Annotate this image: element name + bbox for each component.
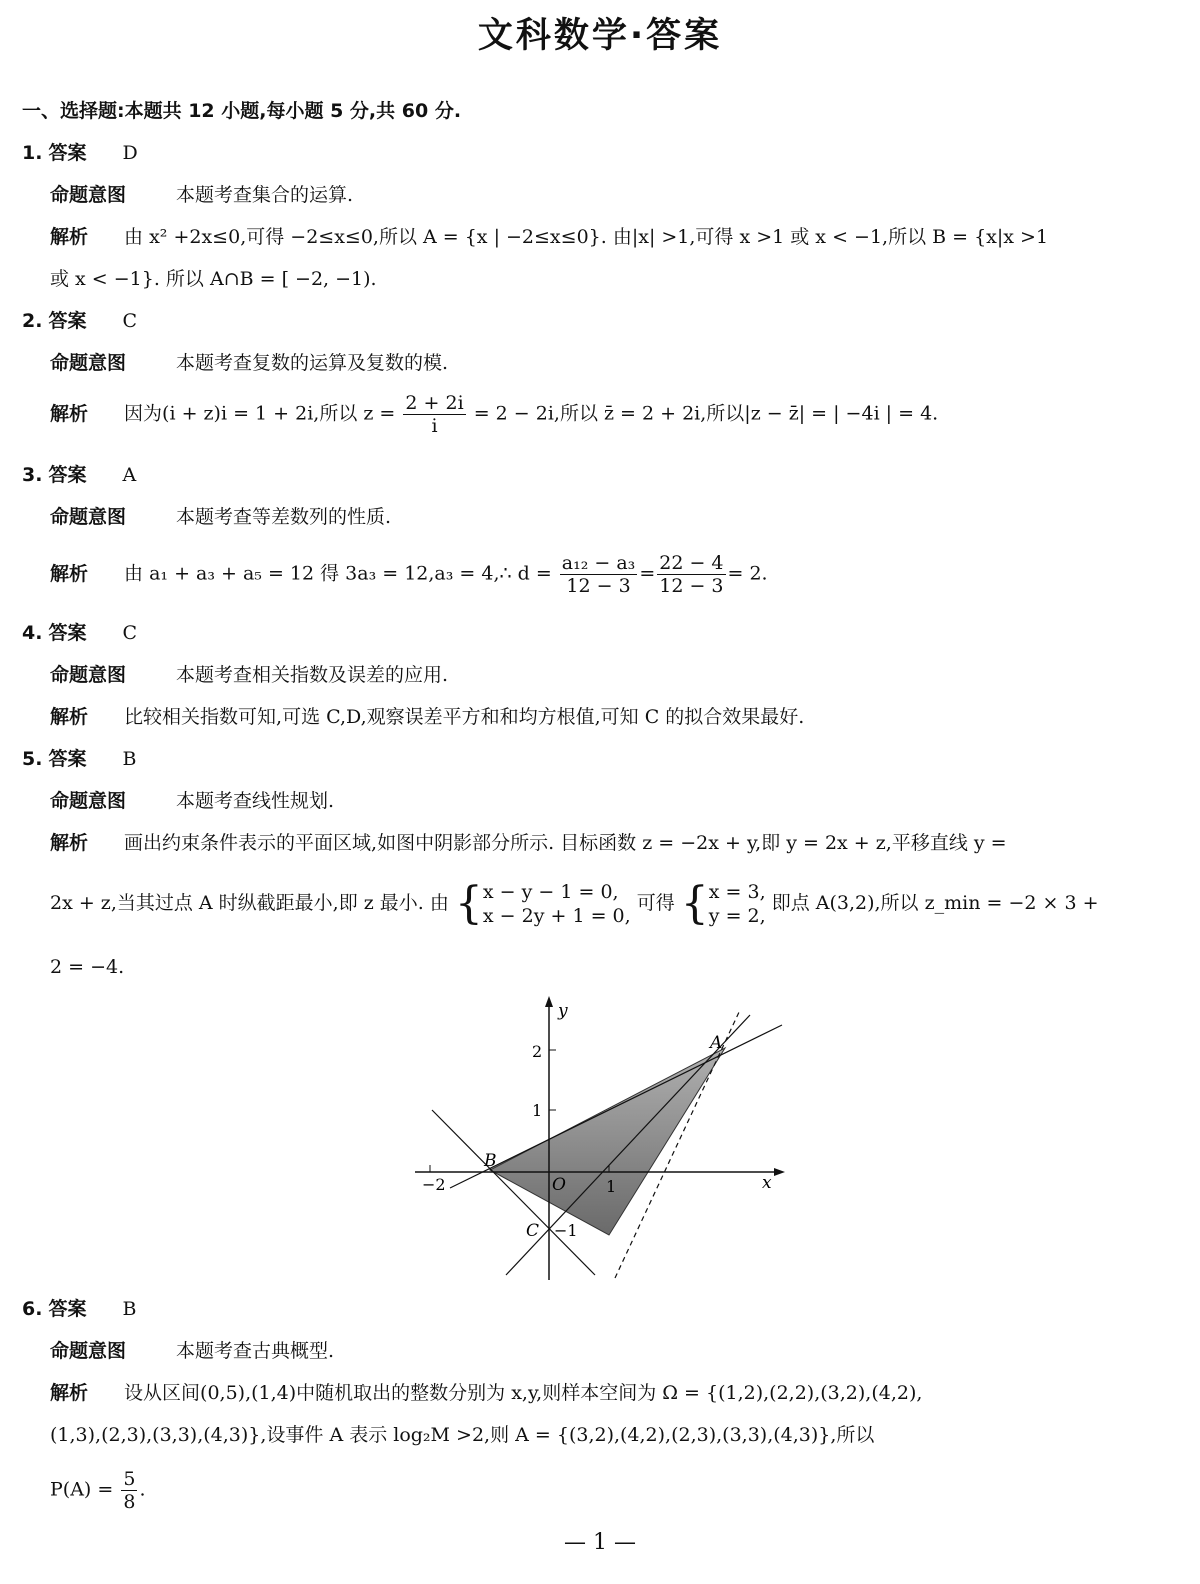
fraction [403, 392, 465, 437]
answer-label: 答案 [48, 622, 87, 644]
answer-value: C [122, 622, 138, 644]
brace: { [680, 878, 709, 929]
equation: x = 3, [708, 881, 766, 903]
analysis-label: 解析 [50, 562, 89, 585]
question-3-analysis: 解析 由 a₁ + a₃ + a₅ = 12 得 3a₃ = 12,a₃ = 4,∴ d = $\frac{\text{a₁₂ − a₃}}{12 - 3}$ = $\frac{22 - 4}{12 - 3}$ = 2. [50, 552, 768, 597]
question-2-intent [50, 350, 448, 376]
question-number: 1. [22, 142, 43, 164]
analysis-text: 由 a₁ + a₃ + a₅ = 12 得 3a₃ = 12,a₃ = 4,∴ d = [124, 562, 552, 585]
intent-text: 本题考查古典概型. [176, 1340, 335, 1362]
fraction [657, 552, 725, 597]
answer-value: A [122, 464, 137, 486]
question-5-intent [50, 788, 334, 814]
point-label-c: C [526, 1221, 540, 1241]
question-6-answer-row [22, 1296, 137, 1322]
y-axis-arrow [545, 996, 553, 1007]
tick-label: −1 [554, 1221, 578, 1240]
analysis-label: 解析 [50, 706, 89, 728]
analysis-text-continued: (1,3),(2,3),(3,3),(4,3)},设事件 A 表示 log₂M >2,则 A = {(3,2),(4,2),(2,3),(3,3),(4,3)},所以 [50, 1424, 875, 1446]
answer-value: D [122, 142, 138, 164]
brace: { [454, 878, 483, 929]
intent-label: 命题意图 [50, 790, 127, 812]
answer-label: 答案 [48, 310, 87, 332]
analysis-text: 设从区间(0,5),(1,4)中随机取出的整数分别为 x,y,则样本空间为 Ω = {(1,2),(2,2),(3,2),(4,2), [124, 1382, 923, 1404]
question-1-analysis [50, 224, 1048, 250]
intent-text: 本题考查复数的运算及复数的模. [176, 352, 449, 374]
linear-programming-figure [410, 990, 800, 1290]
answer-label: 答案 [48, 748, 87, 770]
analysis-text: 画出约束条件表示的平面区域,如图中阴影部分所示. 目标函数 z = −2x + y,即 y = 2x + z,平移直线 y = [124, 832, 1007, 854]
question-6-intent [50, 1338, 334, 1364]
page-title: 文科数学·答案 [477, 16, 723, 56]
origin-label: O [552, 1175, 566, 1195]
page-number: — 1 — [564, 1530, 636, 1555]
analysis-text: 因为(i + z)i = 1 + 2i,所以 z = [124, 402, 396, 425]
point-label-b: B [484, 1151, 497, 1171]
fraction-numerator: 22 − 4 [659, 552, 724, 574]
question-2-analysis [50, 392, 938, 437]
intent-label: 命题意图 [50, 664, 127, 686]
analysis-text: 2x + z,当其过点 A 时纵截距最小,即 z 最小. 由 [50, 892, 449, 914]
equation: x − y − 1 = 0, [482, 881, 619, 903]
intent-text: 本题考查相关指数及误差的应用. [176, 664, 449, 686]
equation-system [483, 880, 631, 928]
question-3-answer-row [22, 462, 136, 488]
fraction-denominator: 12 − 3 [659, 575, 724, 597]
analysis-text: . [139, 1478, 146, 1501]
intent-text: 本题考查等差数列的性质. [176, 506, 392, 528]
intent-label: 命题意图 [50, 184, 127, 206]
fraction-numerator: 5 [123, 1468, 136, 1490]
point-label-a: A [710, 1033, 723, 1053]
feasible-region [490, 1048, 725, 1235]
question-number: 3. [22, 464, 43, 486]
axis-y-label: y [558, 1001, 568, 1021]
answer-value: B [122, 748, 137, 770]
analysis-text-continued [50, 1468, 145, 1513]
intent-text: 本题考查线性规划. [176, 790, 335, 812]
question-number: 6. [22, 1298, 43, 1320]
tick-label: 2 [532, 1042, 543, 1061]
question-number: 5. [22, 748, 43, 770]
axis-x-label: x [762, 1173, 772, 1193]
question-4-analysis [50, 704, 804, 730]
analysis-label: 解析 [50, 402, 89, 425]
analysis-text: 可得 [636, 892, 675, 914]
fraction-denominator: i [431, 415, 438, 437]
question-number: 4. [22, 622, 43, 644]
equation-system [709, 880, 766, 928]
tick-label: 1 [606, 1177, 617, 1196]
question-5-answer-row [22, 746, 137, 772]
intent-label: 命题意图 [50, 1340, 127, 1362]
question-4-answer-row [22, 620, 137, 646]
analysis-text: = 2. [727, 562, 768, 585]
answer-label: 答案 [48, 142, 87, 164]
analysis-label: 解析 [50, 1382, 89, 1404]
answer-value: B [122, 1298, 137, 1320]
question-6-analysis [50, 1380, 922, 1406]
section-heading: 一、选择题:本题共 12 小题,每小题 5 分,共 60 分. [22, 100, 462, 122]
tick-label: 1 [532, 1101, 543, 1120]
fraction [121, 1468, 137, 1513]
answer-label: 答案 [48, 1298, 87, 1320]
analysis-text: 比较相关指数可知,可选 C,D,观察误差平方和和均方根值,可知 C 的拟合效果最好. [124, 706, 805, 728]
answer-label: 答案 [48, 464, 87, 486]
equation: y = 2, [708, 905, 766, 927]
answer-value: C [122, 310, 138, 332]
question-5-analysis [50, 830, 1007, 856]
analysis-text-continued: 或 x < −1}. 所以 A∩B = [ −2, −1). [50, 268, 377, 290]
fraction-numerator: 2 + 2i [405, 392, 464, 414]
question-4-intent [50, 662, 448, 688]
analysis-text: = 2 − 2i,所以 z̄ = 2 + 2i,所以|z − z̄| = | −4i | = 4. [473, 402, 939, 425]
analysis-label: 解析 [50, 226, 89, 248]
question-2-answer-row [22, 308, 137, 334]
fraction [560, 552, 638, 597]
question-3-intent [50, 504, 391, 530]
fraction-denominator: 12 − 3 [566, 575, 631, 597]
analysis-label: 解析 [50, 832, 89, 854]
tick-label: −2 [422, 1175, 446, 1194]
analysis-text: 由 x² +2x≤0,可得 −2≤x≤0,所以 A = {x | −2≤x≤0}. 由|x| >1,可得 x >1 或 x < −1,所以 B = {x|x >1 [124, 226, 1049, 248]
question-1-answer-row [22, 140, 138, 166]
fraction-numerator: a₁₂ − a₃ [561, 552, 636, 574]
intent-label: 命题意图 [50, 506, 127, 528]
equation: x − 2y + 1 = 0, [482, 905, 631, 927]
analysis-text: P(A) = [50, 1478, 114, 1501]
analysis-text-continued [50, 880, 1099, 928]
question-number: 2. [22, 310, 43, 332]
analysis-text: 即点 A(3,2),所以 z_min = −2 × 3 + [771, 892, 1099, 914]
x-axis-arrow [774, 1168, 785, 1176]
fraction-denominator: 8 [123, 1491, 136, 1513]
analysis-text-continued: 2 = −4. [50, 956, 125, 978]
intent-text: 本题考查集合的运算. [176, 184, 354, 206]
intent-label: 命题意图 [50, 352, 127, 374]
question-1-intent [50, 182, 353, 208]
